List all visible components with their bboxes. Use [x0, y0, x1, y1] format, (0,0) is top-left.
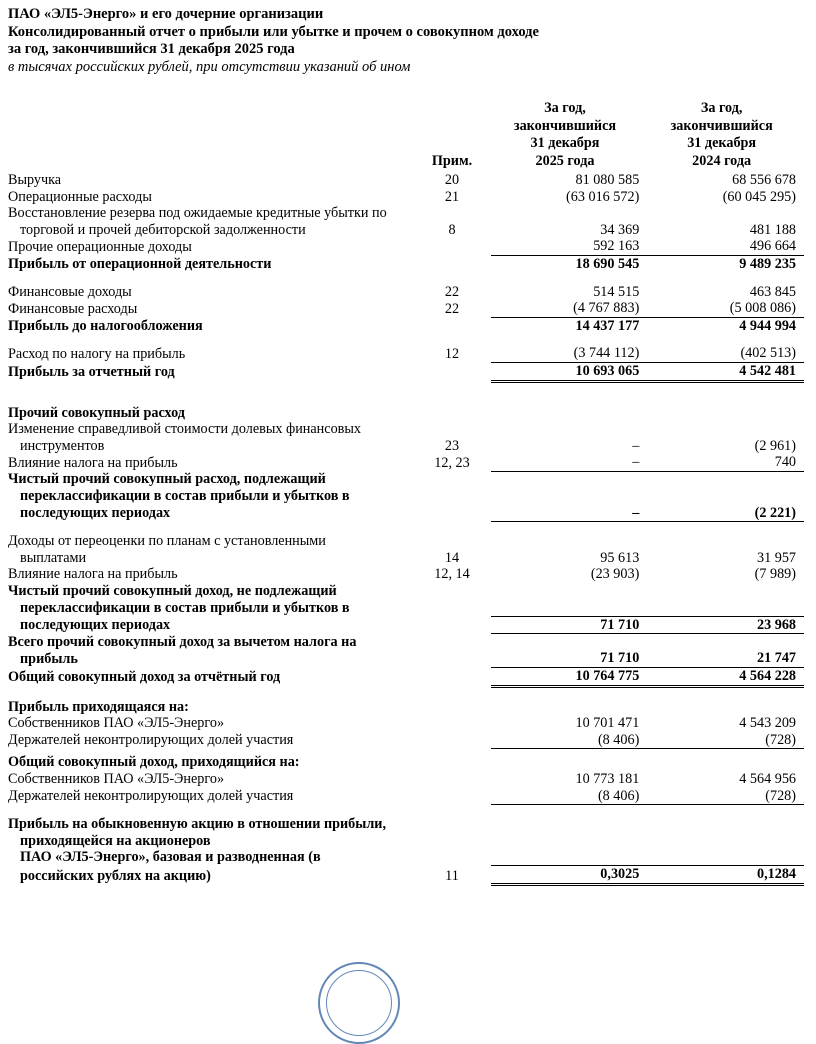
row-label: Прибыль приходящаяся на:: [8, 698, 189, 715]
row-value-2024: 4 542 481: [647, 362, 804, 381]
table-row: [8, 715, 804, 732]
row-value-2025: [491, 754, 648, 771]
table-row: [8, 471, 804, 488]
row-note-reference: [413, 317, 490, 334]
table-row: [8, 222, 804, 239]
row-note-reference: [413, 771, 490, 788]
table-row: [8, 771, 804, 788]
row-label: приходящейся на акционеров: [20, 832, 211, 849]
row-value-2025: (23 903): [590, 566, 640, 583]
table-spacer-row: [8, 394, 804, 405]
row-value-2024: 21 747: [647, 650, 804, 667]
row-label: переклассификации в состав прибыли и убытков в: [20, 488, 350, 504]
table-row: [8, 172, 804, 189]
table-row: [8, 699, 804, 716]
table-row: [8, 205, 804, 222]
row-value-2025: [491, 833, 648, 850]
header-col1-line2: закончившийся: [513, 117, 617, 134]
column-header-row: [8, 100, 804, 172]
row-value-2024: (60 045 295): [722, 188, 796, 205]
row-value-2024: 0,1284: [647, 866, 804, 885]
row-note-reference: [413, 833, 490, 850]
row-label: Влияние налога на прибыль: [8, 566, 178, 583]
table-spacer-row: [8, 686, 804, 699]
company-seal-stamp: [318, 962, 400, 1044]
row-value-2025: 514 515: [593, 283, 640, 300]
row-note-reference: 23: [444, 437, 460, 454]
row-value-2024: 31 957: [756, 549, 796, 566]
row-label: выплатами: [20, 549, 87, 566]
table-row: [8, 754, 804, 771]
row-value-2025: 81 080 585: [575, 172, 640, 188]
row-value-2024: [647, 205, 804, 222]
table-row: [8, 600, 804, 617]
table-row: [8, 488, 804, 505]
spacer-cell: [8, 805, 804, 817]
table-row: [8, 732, 804, 749]
row-note-reference: [413, 699, 490, 716]
row-value-2025: 10 701 471: [575, 715, 640, 732]
header-col2-line3: 31 декабря: [687, 135, 757, 151]
row-value-2024: [647, 533, 804, 550]
row-value-2025: 34 369: [600, 221, 640, 238]
row-value-2024: [647, 634, 804, 651]
row-label: последующих периодах: [20, 617, 171, 634]
spacer-cell: [8, 394, 804, 405]
table-row: [8, 616, 804, 634]
row-value-2024: 9 489 235: [647, 255, 804, 272]
row-value-2024: 496 664: [749, 238, 796, 255]
table-row: [8, 421, 804, 438]
row-note-reference: [413, 505, 490, 522]
row-value-2024: [647, 816, 804, 833]
row-value-2024: [647, 405, 804, 422]
row-value-2024: (2 221): [647, 505, 804, 522]
row-note-reference: [413, 600, 490, 617]
row-note-reference: 12, 14: [434, 566, 470, 583]
row-value-2025: [491, 600, 648, 617]
row-value-2025: 10 693 065: [491, 362, 648, 381]
row-value-2025: [491, 488, 648, 505]
row-label: Выручка: [8, 172, 62, 188]
row-value-2025: [491, 421, 648, 438]
row-value-2024: (728): [647, 788, 804, 805]
row-value-2025: 71 710: [491, 650, 648, 667]
row-label: Прибыль на обыкновенную акцию в отношении прибыли,: [8, 816, 387, 833]
row-label: Держателей неконтролирующих долей участия: [8, 732, 294, 749]
table-row: [8, 317, 804, 334]
row-value-2024: 4 543 209: [739, 715, 796, 732]
row-value-2024: [647, 488, 804, 505]
row-label: Влияние налога на прибыль: [8, 454, 178, 471]
header-col1-line3: 31 декабря: [530, 135, 600, 151]
row-value-2024: 4 944 994: [647, 317, 804, 334]
spacer-cell: [8, 334, 804, 345]
row-note-reference: 8: [448, 221, 456, 238]
row-value-2024: [647, 471, 804, 488]
header-line-1: ПАО «ЭЛ5-Энерго» и его дочерние организации: [8, 6, 324, 22]
table-spacer-row: [8, 805, 804, 817]
row-value-2024: 740: [647, 454, 804, 471]
row-value-2025: [491, 634, 648, 651]
table-row: [8, 667, 804, 686]
row-note-reference: [413, 788, 490, 805]
row-value-2024: (5 008 086): [729, 300, 796, 317]
row-value-2025: 14 437 177: [491, 317, 648, 334]
document-header: [8, 6, 798, 76]
row-value-2024: (402 513): [740, 345, 796, 362]
row-value-2025: [491, 533, 648, 550]
table-header-group: [8, 100, 804, 172]
row-note-reference: [413, 238, 490, 255]
table-row: [8, 816, 804, 833]
row-value-2024: [647, 833, 804, 850]
row-note-reference: [413, 849, 490, 866]
row-value-2024: [647, 583, 804, 600]
row-value-2024: 23 968: [647, 616, 804, 634]
row-value-2024: 481 188: [749, 221, 796, 238]
header-line-3: за год, закончившийся 31 декабря 2025 года: [8, 41, 295, 57]
row-value-2024: (728): [647, 732, 804, 749]
row-value-2025: –: [491, 454, 648, 471]
row-label: Финансовые доходы: [8, 283, 132, 300]
table-row: [8, 583, 804, 600]
row-label: ПАО «ЭЛ5-Энерго», базовая и разводненная (в: [20, 849, 321, 866]
row-value-2025: 95 613: [600, 549, 640, 566]
row-note-reference: 22: [444, 300, 460, 317]
row-value-2025: [491, 405, 648, 422]
row-label: Прочие операционные доходы: [8, 238, 192, 255]
table-row: [8, 362, 804, 381]
row-value-2025: 10 773 181: [575, 770, 640, 787]
table-row: [8, 550, 804, 567]
row-value-2025: (4 767 883): [573, 300, 640, 317]
table-spacer-row: [8, 273, 804, 284]
row-note-reference: [413, 634, 490, 651]
table-row: [8, 238, 804, 255]
row-label: Общий совокупный доход за отчётный год: [8, 669, 281, 686]
row-label: Восстановление резерва под ожидаемые кредитные убытки по: [8, 205, 387, 222]
row-note-reference: [413, 471, 490, 488]
header-line-4: в тысячах российских рублей, при отсутствии указаний об ином: [8, 58, 411, 75]
table-row: [8, 849, 804, 866]
row-note-reference: 11: [445, 867, 459, 884]
header-col1-line1: За год,: [544, 100, 586, 116]
row-value-2025: (3 744 112): [573, 345, 640, 362]
row-note-reference: [413, 488, 490, 505]
table-spacer-row: [8, 381, 804, 394]
row-label: Финансовые расходы: [8, 300, 138, 317]
header-line-2: Консолидированный отчет о прибыли или убытке и прочем о совокупном доходе: [8, 23, 539, 40]
table-row: [8, 438, 804, 455]
row-note-reference: [413, 205, 490, 222]
row-note-reference: [413, 362, 490, 381]
row-label: Всего прочий совокупный доход за вычетом налога на: [8, 633, 357, 650]
row-note-reference: [413, 583, 490, 600]
table-row: [8, 300, 804, 317]
row-value-2024: [647, 754, 804, 771]
row-value-2025: 0,3025: [491, 866, 648, 885]
row-label: Чистый прочий совокупный расход, подлежащий: [8, 471, 326, 488]
table-row: [8, 650, 804, 667]
row-note-reference: [413, 732, 490, 749]
row-value-2024: 4 564 228: [647, 667, 804, 686]
table-row: [8, 405, 804, 422]
header-note-col: [413, 100, 490, 172]
row-value-2025: 18 690 545: [491, 255, 648, 272]
row-note-reference: 22: [444, 283, 460, 300]
header-col2-line2: закончившийся: [670, 117, 773, 134]
table-row: [8, 284, 804, 301]
row-value-2025: 71 710: [491, 616, 648, 634]
table-row: [8, 345, 804, 362]
row-value-2025: –: [632, 437, 640, 454]
row-value-2024: (2 961): [754, 437, 796, 454]
row-note-reference: [413, 255, 490, 272]
row-value-2024: [647, 600, 804, 617]
header-col1-line4: 2025 года: [535, 152, 595, 169]
table-row: [8, 788, 804, 805]
table-row: [8, 866, 804, 885]
table-spacer-row: [8, 522, 804, 534]
row-value-2024: (7 989): [754, 566, 796, 583]
row-value-2025: (63 016 572): [566, 188, 640, 205]
row-note-reference: [413, 816, 490, 833]
row-label: Прибыль за отчетный год: [8, 364, 175, 381]
row-value-2025: [491, 849, 648, 866]
table-row: [8, 189, 804, 206]
header-col-2024: [647, 100, 804, 172]
row-note-reference: [413, 405, 490, 422]
row-value-2024: 4 564 956: [739, 770, 796, 787]
spacer-cell: [8, 381, 804, 394]
header-spacer-cell: [8, 100, 413, 172]
row-note-reference: [413, 616, 490, 634]
header-col2-line1: За год,: [700, 100, 743, 116]
row-label: последующих периодах: [20, 505, 171, 522]
row-label: переклассификации в состав прибыли и убытков в: [20, 599, 350, 616]
row-label: Изменение справедливой стоимости долевых финансовых: [8, 421, 361, 438]
row-value-2025: (8 406): [491, 788, 648, 805]
row-note-reference: 12, 23: [434, 454, 470, 471]
row-value-2024: 68 556 678: [732, 172, 796, 188]
header-note-label: Прим.: [431, 153, 473, 170]
row-value-2025: (8 406): [491, 732, 648, 749]
table-body: [8, 172, 804, 884]
row-label: Собственников ПАО «ЭЛ5-Энерго»: [8, 715, 225, 732]
row-value-2025: [491, 583, 648, 600]
row-note-reference: 20: [444, 172, 460, 188]
table-row: [8, 533, 804, 550]
row-note-reference: 12: [444, 345, 460, 362]
row-value-2024: 463 845: [749, 283, 796, 300]
table-row: [8, 505, 804, 522]
row-value-2024: [647, 849, 804, 866]
row-note-reference: [413, 650, 490, 667]
row-note-reference: [413, 533, 490, 550]
row-note-reference: [413, 754, 490, 771]
row-note-reference: [413, 667, 490, 686]
header-col2-line4: 2024 года: [692, 152, 752, 169]
spacer-cell: [8, 522, 804, 534]
row-label: Расход по налогу на прибыль: [8, 345, 186, 362]
table-row: [8, 454, 804, 471]
row-label: Чистый прочий совокупный доход, не подлежащий: [8, 582, 337, 599]
row-label: Общий совокупный доход, приходящийся на:: [8, 754, 300, 771]
row-value-2025: [491, 699, 648, 716]
row-note-reference: [413, 421, 490, 438]
row-label: Прочий совокупный расход: [8, 404, 185, 421]
table-row: [8, 833, 804, 850]
row-value-2024: [647, 421, 804, 438]
row-label: инструментов: [20, 437, 105, 454]
row-value-2024: [647, 699, 804, 716]
row-value-2025: [491, 205, 648, 222]
table-spacer-row: [8, 334, 804, 345]
spacer-cell: [8, 273, 804, 284]
row-note-reference: 14: [444, 549, 460, 566]
row-label: Операционные расходы: [8, 188, 152, 205]
row-value-2025: [491, 816, 648, 833]
row-value-2025: 10 764 775: [491, 667, 648, 686]
row-label: Прибыль от операционной деятельности: [8, 255, 272, 272]
row-label: Доходы от переоценки по планам с установленными: [8, 533, 326, 550]
table-row: [8, 634, 804, 651]
row-note-reference: [413, 715, 490, 732]
row-label: прибыль: [20, 650, 78, 667]
row-label: торговой и прочей дебиторской задолженности: [20, 221, 306, 238]
row-value-2025: 592 163: [593, 238, 640, 255]
row-label: Держателей неконтролирующих долей участия: [8, 788, 294, 804]
row-label: Прибыль до налогообложения: [8, 317, 203, 334]
row-label: российских рублях на акцию): [20, 867, 211, 884]
income-statement-table: [8, 100, 804, 886]
spacer-cell: [8, 686, 804, 699]
header-col-2025: [491, 100, 648, 172]
row-note-reference: 21: [444, 188, 460, 205]
table-row: [8, 255, 804, 272]
table-row: [8, 566, 804, 583]
row-value-2025: [491, 471, 648, 488]
row-label: Собственников ПАО «ЭЛ5-Энерго»: [8, 770, 225, 787]
row-value-2025: –: [491, 505, 648, 522]
